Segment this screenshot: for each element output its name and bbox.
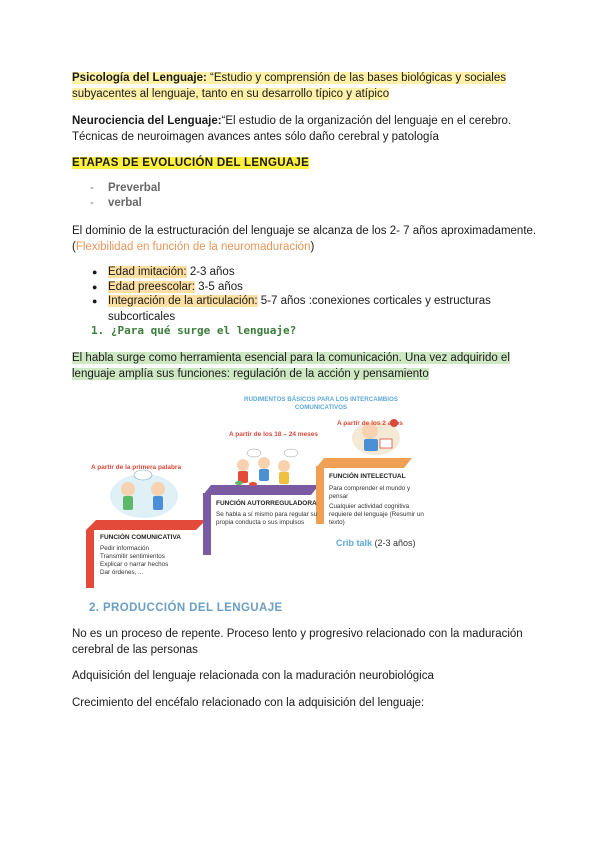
neurociencia-label: Neurociencia del Lenguaje: [72, 115, 222, 127]
dash-marker: - [90, 197, 94, 209]
age-label-first-word: A partir de la primera palabra [91, 464, 182, 471]
step1-vertical [86, 530, 94, 588]
proceso-paragraph: No es un proceso de repente. Proceso lento y progresivo relacionado con la maduración cerebral de las personas [72, 628, 523, 656]
psicologia-text-2: subyacentes al lenguaje, tanto en su desarrollo típico y atípico [72, 88, 390, 100]
adquisicion-paragraph: Adquisición del lenguaje relacionada con la maduración neurobiológica [72, 670, 434, 682]
funcion-comunicativa-title: FUNCIÓN COMUNICATIVA [100, 534, 182, 541]
neurociencia-text-2: Técnicas de neuroimagen avances antes sólo daño cerebral y patología [72, 131, 439, 143]
funcion-comunicativa-list: Pedir información Transmitir sentimientos Explicar o narrar hechos Dar órdenes, ... [100, 545, 169, 576]
bullet-item-imitacion: Edad imitación: 2-3 años [108, 266, 235, 278]
produccion-heading: 2. PRODUCCIÓN DEL LENGUAJE [89, 602, 283, 614]
dash-item-preverbal: Preverbal [108, 182, 161, 194]
funcion-autorreguladora-text: Se habla a sí mismo para regular su propia conducta o sus impulsos [216, 511, 318, 526]
bullet-item-preescolar: Edad preescolar: 3-5 años [108, 281, 243, 293]
dominio-text: El dominio de la estructuración del lenguaje se alcanza de los 2- 7 años aproximadamente. [72, 225, 537, 237]
dash-item-verbal: verbal [108, 197, 142, 209]
habla-paragraph: El habla surge como herramienta esencial para la comunicación. Una vez adquirido el lenguaje amplía sus funciones: regulación de la acción y pensamiento [72, 352, 510, 380]
age-label-18-24: A partir de los 18 – 24 meses [229, 431, 319, 438]
crecimiento-paragraph: Crecimiento del encéfalo relacionado con la adquisición del lenguaje: [72, 697, 425, 709]
psicologia-label: Psicología del Lenguaje: [72, 72, 207, 84]
step1-top [86, 520, 206, 530]
bullet-item-integracion: Integración de la articulación: 5-7 años :conexiones corticales y estructuras subcorticales [108, 295, 491, 323]
crib-talk-label: Crib talk (2-3 años) [336, 538, 416, 548]
etapas-heading: ETAPAS DE EVOLUCIÓN DEL LENGUAJE [72, 157, 310, 169]
diagram-title: RUDIMENTOS BÁSICOS PARA LOS INTERCAMBIOS COMUNICATIVOS [244, 396, 398, 411]
funcion-intelectual-text: Para comprender el mundo y pensar Cualquier actividad cognitiva requiere del lenguaje (Resumir un texto) [329, 485, 424, 526]
children-illustration-1 [110, 470, 178, 518]
children-illustration-2 [235, 449, 298, 486]
age-label-2-years: A partir de los 2 años [337, 420, 403, 427]
step2-top [203, 485, 319, 495]
flexibilidad-text: Flexibilidad en función de la neuromaduración [75, 241, 311, 253]
funcion-intelectual-title: FUNCIÓN INTELECTUAL [329, 473, 406, 480]
step2-vertical [203, 493, 211, 555]
dash-marker: - [90, 182, 94, 194]
bullet-dot: ● [92, 296, 98, 306]
functions-diagram [86, 393, 426, 588]
psicologia-paragraph [72, 70, 542, 102]
dominio-paragraph: El dominio de la estructuración del lenguaje se alcanza de los 2- 7 años aproximadamente. (Flexibilidad en función de la neuromaduración) [72, 225, 537, 253]
neurociencia-paragraph [72, 113, 542, 145]
step3-vertical [316, 466, 324, 524]
bullet-dot: ● [92, 282, 98, 292]
step3-top [316, 458, 412, 468]
psicologia-text-1: “Estudio y comprensión de las bases biológicas y sociales [206, 72, 506, 84]
question-heading: 1. ¿Para qué surge el lenguaje? [91, 324, 297, 337]
funcion-autorreguladora-title: FUNCIÓN AUTORREGULADORA [216, 500, 317, 507]
neurociencia-text-1: “El estudio de la organización del lenguaje en el cerebro. [221, 115, 512, 127]
bullet-dot: ● [92, 267, 98, 277]
